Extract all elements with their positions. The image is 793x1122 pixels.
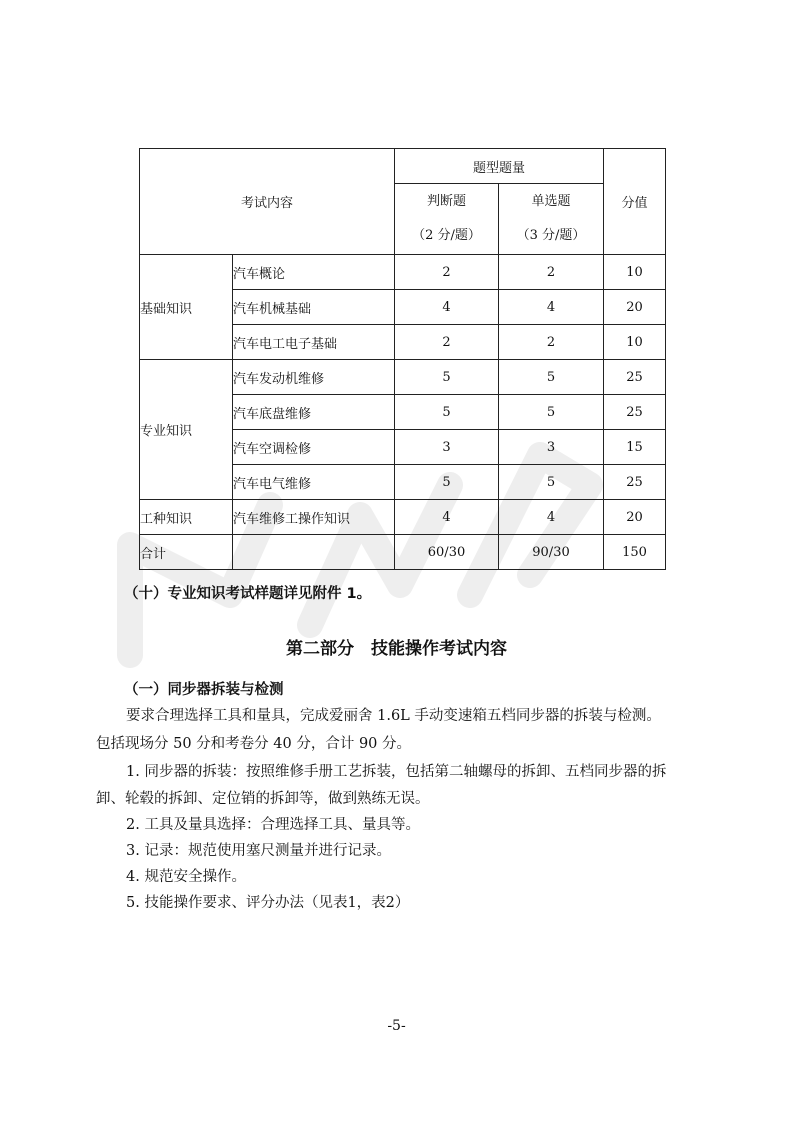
- paragraph-line: 3. 记录：规范使用塞尺测量并进行记录。: [126, 843, 391, 859]
- part-title: 第二部分 技能操作考试内容: [286, 639, 507, 659]
- page-number: -5-: [387, 1018, 406, 1034]
- row-value: 20: [604, 290, 666, 325]
- group-label: 基础知识: [140, 255, 233, 360]
- total-single: 90/30: [499, 535, 604, 570]
- row-single: 5: [499, 465, 604, 500]
- header-single-score: （3 分/题）: [516, 228, 586, 243]
- row-judge: 5: [395, 395, 499, 430]
- row-item: 汽车概论: [233, 255, 395, 290]
- row-judge: 3: [395, 430, 499, 465]
- total-judge: 60/30: [395, 535, 499, 570]
- total-item: [233, 535, 395, 570]
- paragraph-line: 卸、轮毂的拆卸、定位销的拆卸等，做到熟练无误。: [96, 791, 430, 807]
- attachment-note: （十）专业知识考试样题详见附件 1。: [124, 586, 372, 602]
- row-judge: 2: [395, 325, 499, 360]
- row-single: 4: [499, 500, 604, 535]
- row-item: 汽车维修工操作知识: [233, 500, 395, 535]
- row-value: 10: [604, 255, 666, 290]
- row-value: 25: [604, 395, 666, 430]
- paragraph-line: 2. 工具及量具选择：合理选择工具、量具等。: [126, 817, 420, 833]
- total-label: 合计: [140, 535, 233, 570]
- row-judge: 2: [395, 255, 499, 290]
- table-row: [140, 360, 666, 395]
- total-value: 150: [604, 535, 666, 570]
- row-item: 汽车电工电子基础: [233, 325, 395, 360]
- row-single: 5: [499, 395, 604, 430]
- group-label: 专业知识: [140, 360, 233, 500]
- row-item: 汽车机械基础: [233, 290, 395, 325]
- row-judge: 4: [395, 290, 499, 325]
- paragraph-line: 要求合理选择工具和量具，完成爱丽舍 1.6L 手动变速箱五档同步器的拆装与检测。: [126, 708, 661, 724]
- paragraph-line: 包括现场分 50 分和考卷分 40 分，合计 90 分。: [96, 736, 412, 752]
- table-row: [140, 255, 666, 290]
- row-judge: 5: [395, 360, 499, 395]
- header-content: 考试内容: [140, 149, 395, 255]
- row-single: 2: [499, 325, 604, 360]
- row-single: 3: [499, 430, 604, 465]
- row-judge: 4: [395, 500, 499, 535]
- header-single-label: 单选题: [531, 194, 571, 209]
- row-value: 15: [604, 430, 666, 465]
- paragraph-line: 5. 技能操作要求、评分办法（见表1，表2）: [126, 895, 410, 911]
- row-value: 20: [604, 500, 666, 535]
- header-type-group: 题型题量: [395, 149, 604, 184]
- row-value: 25: [604, 360, 666, 395]
- row-judge: 5: [395, 465, 499, 500]
- row-value: 10: [604, 325, 666, 360]
- row-value: 25: [604, 465, 666, 500]
- row-item: 汽车底盘维修: [233, 395, 395, 430]
- section-title: （一）同步器拆装与检测: [124, 682, 284, 698]
- row-single: 2: [499, 255, 604, 290]
- row-single: 5: [499, 360, 604, 395]
- group-label: 工种知识: [140, 500, 233, 535]
- header-single: [499, 184, 604, 255]
- header-value: 分值: [604, 149, 666, 255]
- row-item: 汽车空调检修: [233, 430, 395, 465]
- row-item: 汽车发动机维修: [233, 360, 395, 395]
- table-row-total: [140, 535, 666, 570]
- row-item: 汽车电气维修: [233, 465, 395, 500]
- header-judge-score: （2 分/题）: [412, 228, 481, 243]
- paragraph-line: 1. 同步器的拆装：按照维修手册工艺拆装，包括第二轴螺母的拆卸、五档同步器的拆: [126, 764, 667, 780]
- paragraph-line: 4. 规范安全操作。: [126, 869, 246, 885]
- header-judge-label: 判断题: [426, 194, 466, 209]
- table-row: [140, 500, 666, 535]
- row-single: 4: [499, 290, 604, 325]
- exam-content-table: [139, 148, 666, 570]
- header-judge: [395, 184, 499, 255]
